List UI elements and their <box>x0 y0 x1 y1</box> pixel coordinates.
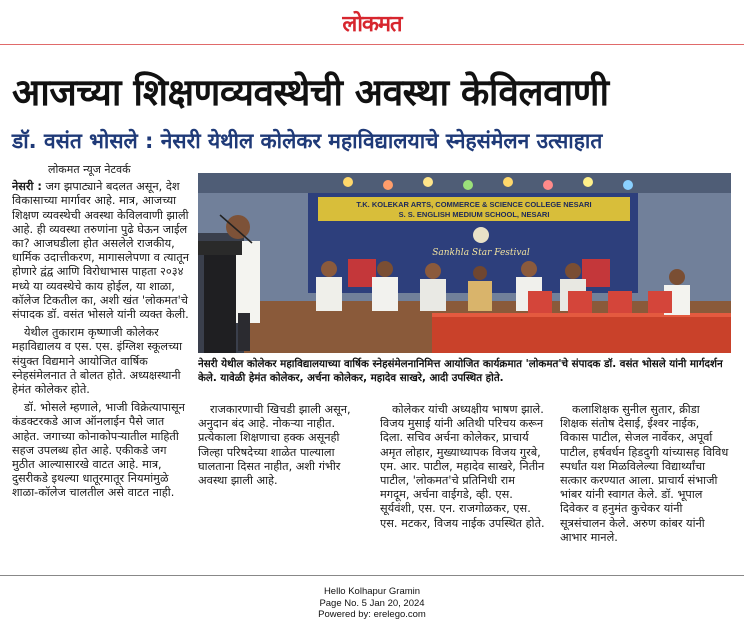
paragraph-text: जग झपाट्याने बदलत असून, देश विकासाच्या मार्गावर आहे. मात्र, आजच्या शिक्षण व्यवस्थेची अवस्था केविलवाणी झाली आहे. ही व्यवस्था तरुणांना पुढे घेऊन जाईल का? आजघडीला होत असलेले राजकीय, धार्मिक उदात्तीकरण, मागासलेपणा व त्यातून होणारे द्वंद्व आणि विरोधाभास पाहता २०३४ मध्ये या व्यवस्थेचे काय होईल, या शाळा, कॉलेज टिकतील का, अशी खंत 'लोकमत'चे संपादक डॉ. वसंत भोसले यांनी व्यक्त केली. <box>12 180 190 322</box>
photo-caption: नेसरी येथील कोलेकर महाविद्यालयाच्या वार्षिक स्नेहसंमेलनानिमित्त आयोजित कार्यक्रमात 'लोकमत'चे संपादक डॉ. वसंत भोसले यांनी मार्गदर्शन केले. यावेळी हेमंत कोलेकर, अर्चना कोलेकर, महादेव साखरे, आदी उपस्थित होते. <box>198 358 723 384</box>
page-footer <box>0 586 744 621</box>
footer-page-date: Page No. 5 Jan 20, 2024 <box>319 597 425 609</box>
byline: लोकमत न्यूज नेटवर्क <box>48 163 131 176</box>
article-headline: आजच्या शिक्षणव्यवस्थेची अवस्था केविलवाणी <box>12 71 609 114</box>
footer-powered-by: Powered by: erelego.com <box>318 609 426 620</box>
article-subheadline: डॉ. वसंत भोसले : नेसरी येथील कोलेकर महाविद्यालयाचे स्नेहसंमेलन उत्साहात <box>12 129 603 153</box>
podium <box>204 255 236 353</box>
event-photo <box>198 173 731 353</box>
article-paragraph: येथील तुकाराम कृष्णाजी कोलेकर महाविद्यालय व एस. एस. इंग्लिश स्कूलच्या संयुक्त विद्यमाने आयोजित वार्षिक स्नेहसंमेलनात ते बोलत होते. अध्यक्षस्थानी हेमंत कोलेकर होते. <box>12 326 182 397</box>
podium-top <box>198 241 242 255</box>
article-paragraph: राजकारणाची खिचडी झाली असून, अनुदान बंद आहे. नोकऱ्या नाहीत. प्रत्येकाला शिक्षणाचा हक्क असूनही जिल्हा परिषदेच्या शाळेत पाल्याला घालताना दिसत नाहीत, अशी गंभीर अवस्था झाली आहे. <box>198 403 351 488</box>
banner-event-title: Sankhla Star Festival <box>432 248 530 258</box>
dais-table-cloth <box>432 313 731 353</box>
banner-college-name: T.K. KOLEKAR ARTS, COMMERCE & SCIENCE COLLEGE NESARI <box>356 200 592 209</box>
article-paragraph: डॉ. भोसले म्हणाले, भाजी विक्रेत्यापासून कंडक्टरकडे आज ऑनलाईन पैसे जात आहेत. जगाच्या कोनाकोपऱ्यातील माहिती सहज उपलब्ध होत आहे. एकीकडे जग मुठीत आल्यासारखे वाटत आहे. मात्र, दुसरीकडे इथल्या धातूरमातूर नियमांमुळे शाळा-कॉलेज चालतील असे वाटत नाही. <box>12 401 185 500</box>
article-column-3 <box>380 403 548 573</box>
dateline: नेसरी : <box>12 180 42 194</box>
banner-portrait-right <box>582 259 610 287</box>
article-paragraph: कलाशिक्षक सुनील सुतार, क्रीडा शिक्षक संतोष देसाई, ईश्वर नाईक, विकास पाटील, सेजल नार्वेकर, अपूर्वा पाटील, हर्षवर्धन हिडदुगी यांच्यासह विविध स्पर्धांत यश मिळविलेल्या विद्यार्थ्यांचा सत्कार करण्यात आला. प्राचार्य संभाजी भांबर यांनी स्वागत केले. डॉ. भूपाल दिवेकर व हनुमंत कुचेकर यांनी सूत्रसंचालन केले. अरुण कांबर यांनी आभार मानले. <box>560 403 729 544</box>
article-column-4 <box>560 403 730 573</box>
banner-school-name: S. S. ENGLISH MEDIUM SCHOOL, NESARI <box>398 210 550 219</box>
masthead-divider <box>0 44 744 45</box>
speaker-head <box>226 215 250 239</box>
footer-divider <box>0 575 744 576</box>
banner-portrait-left <box>348 259 376 287</box>
college-emblem <box>473 227 489 243</box>
lokmat-logo: लोकमत <box>342 11 402 37</box>
lead-paragraph <box>12 180 192 322</box>
article-column-1 <box>12 163 192 573</box>
article-paragraph: कोलेकर यांची अध्यक्षीय भाषण झाले. विजय मुसाई यांनी अतिथी परिचय करून दिला. सचिव अर्चना कोलेकर, प्राचार्य अमृत लोहार, मुख्याध्यापक विजय गुरबे, एम. आर. पाटील, महादेव साखरे, नितीन पाटील, 'लोकमत'चे प्रतिनिधी राम मगदूम, अर्चना वाईगडे, व्ही. एस. सूर्यवंशी, एस. एन. राजगोळकर, एस. एस. मटकर, विजय नाईक उपस्थित होते. <box>380 403 545 530</box>
event-photo-illustration <box>198 173 731 353</box>
masthead <box>0 0 744 44</box>
footer-edition: Hello Kolhapur Gramin <box>323 586 421 597</box>
article-column-2 <box>198 403 366 573</box>
